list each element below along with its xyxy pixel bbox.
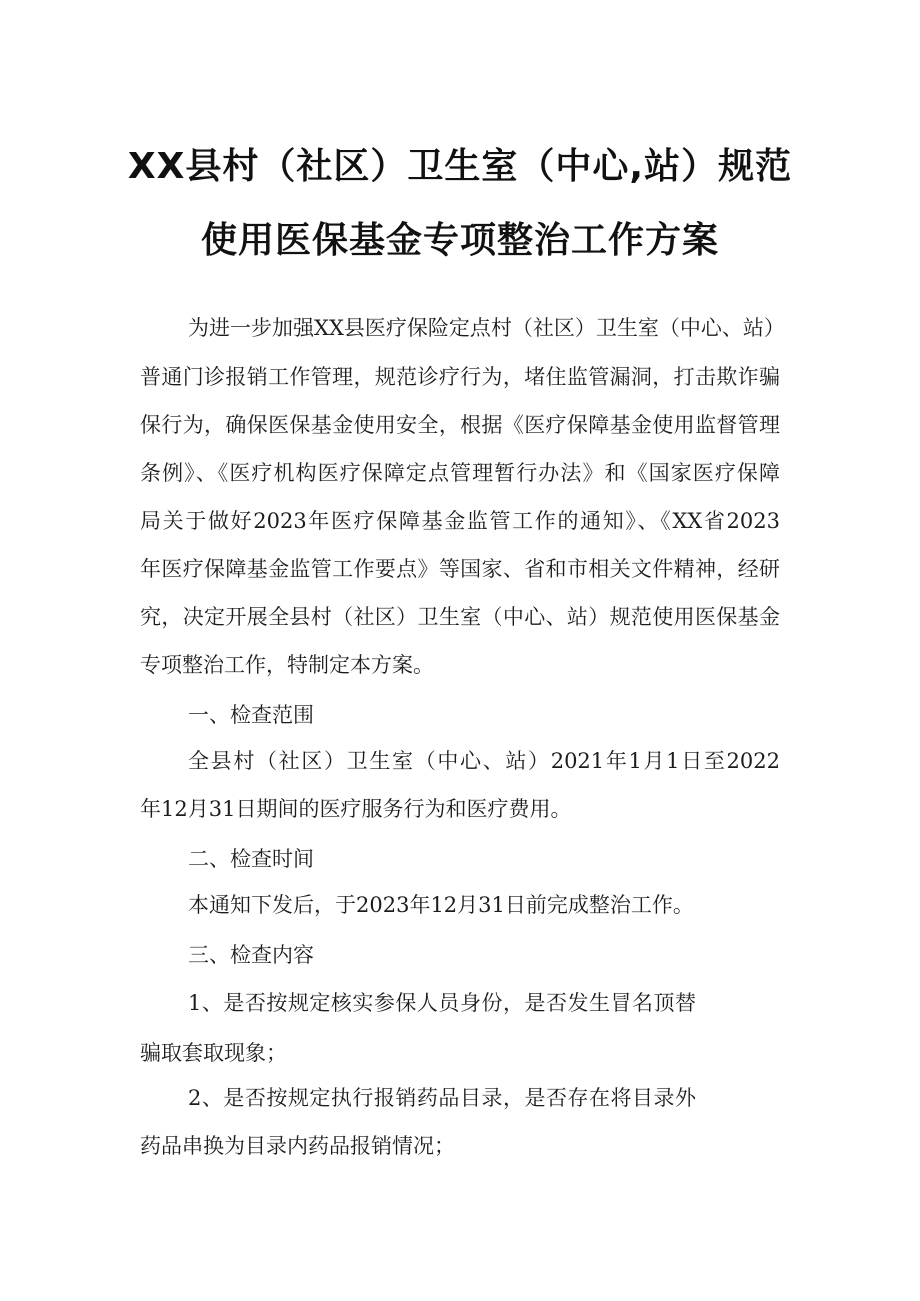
list-item-line: 药品串换为目录内药品报销情况； [140,1134,455,1158]
section-heading: 二、检查时间 [188,847,314,871]
list-item-line: 骗取套取现象； [140,1041,287,1065]
section-line: 年12月31日期间的医疗服务行为和医疗费用。 [140,797,572,821]
list-item-line: 1、是否按规定核实参保人员身份，是否发生冒名顶替 [188,991,696,1015]
intro-line: 究，决定开展全县村（社区）卫生室（中心、站）规范使用医保基金 [140,605,780,629]
intro-line: 条例》、《医疗机构医疗保障定点管理暂行办法》和《国家医疗保障 [140,461,780,485]
intro-line: 专项整治工作，特制定本方案。 [140,653,434,677]
document-title-line-2: 使用医保基金专项整治工作方案 [200,220,719,261]
section-line: 本通知下发后，于2023年12月31日前完成整治工作。 [188,893,694,917]
intro-line: 保行为，确保医保基金使用安全，根据《医疗保障基金使用监督管理 [140,413,780,437]
intro-line: 为进一步加强XX县医疗保险定点村（社区）卫生室（中心、站） [188,316,785,340]
section-heading: 一、检查范围 [188,703,314,727]
document-title-line-1: XX县村（社区）卫生室（中心,站）规范 [127,146,793,187]
intro-line: 年医疗保障基金监管工作要点》等国家、省和市相关文件精神，经研 [140,557,780,581]
section-heading: 三、检查内容 [188,943,314,967]
list-item-line: 2、是否按规定执行报销药品目录，是否存在将目录外 [188,1086,696,1110]
intro-line: 局关于做好2023年医疗保障基金监管工作的通知》、《XX省2023 [140,509,780,533]
intro-line: 普通门诊报销工作管理，规范诊疗行为，堵住监管漏洞，打击欺诈骗 [140,365,780,389]
section-line: 全县村（社区）卫生室（中心、站）2021年1月1日至2022 [188,749,780,773]
